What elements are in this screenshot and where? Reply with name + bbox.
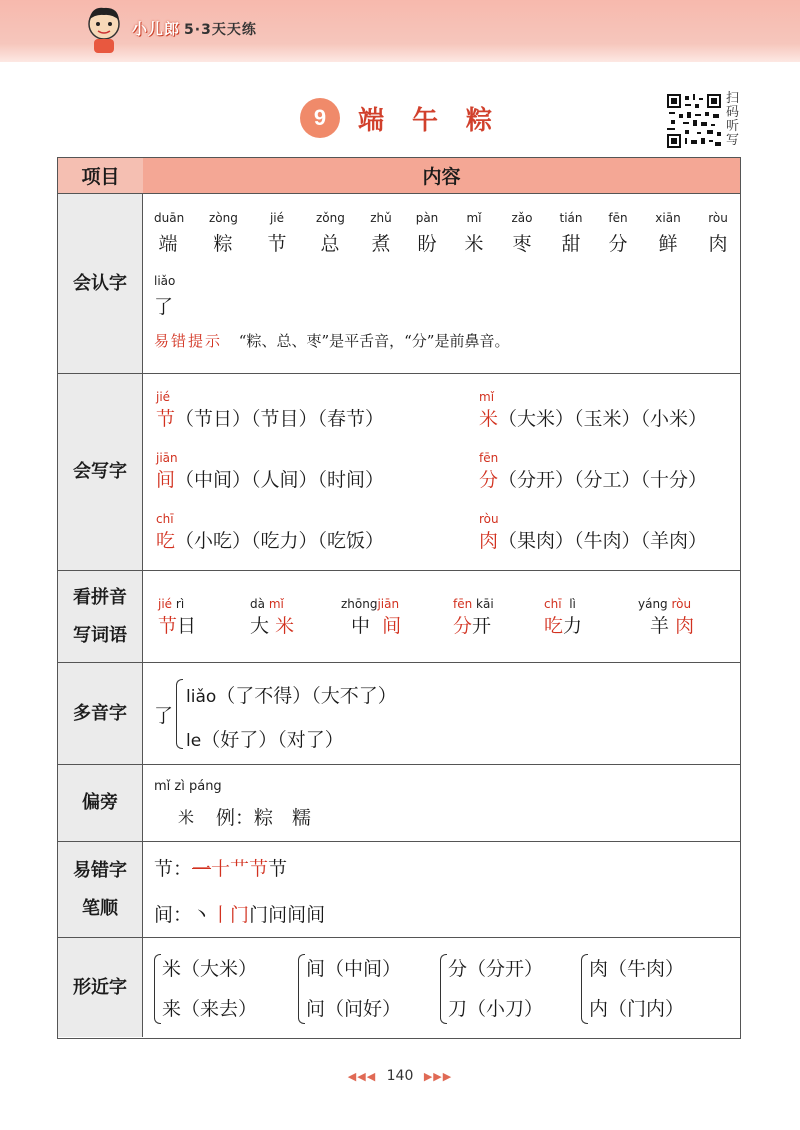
stroke-line: 间：丶丨门门问间间 [154, 904, 326, 926]
char-item: tián 甜 [559, 211, 583, 255]
char-item: zǎo 枣 [511, 211, 533, 255]
write-item: ròu 肉（果肉）（牛肉）（羊肉） [479, 512, 708, 552]
brace-icon [154, 954, 161, 1024]
polyphone-line: liǎo（了不得）（大不了） [186, 685, 397, 707]
char-item: zòng 粽 [209, 211, 238, 255]
similar-word: 问（问好） [306, 998, 402, 1020]
brand-logo: 小儿郎 5·3天天练 [132, 20, 257, 38]
similar-word: 刀（小刀） [448, 998, 544, 1020]
pinyin-word: chī lì 吃力 [544, 597, 583, 637]
tip [154, 330, 509, 351]
write-item: fēn 分（分开）（分工）（十分） [479, 451, 708, 491]
char-item: jié 节 [267, 211, 287, 255]
qr-code-icon[interactable] [667, 94, 721, 148]
row-similar [58, 937, 740, 1037]
row-label-pinyin-words: 看拼音 写词语 [58, 571, 143, 662]
radical-pinyin: mǐ zì páng [154, 779, 222, 794]
row-polyphone [58, 662, 740, 764]
row-stroke-order [58, 841, 740, 937]
lesson-title-text: 端午粽 [358, 105, 521, 136]
similar-word: 米（大米） [162, 958, 258, 980]
similar-word: 肉（牛肉） [589, 958, 685, 980]
row-recognize [58, 193, 740, 373]
char-item: ròu 肉 [708, 211, 728, 255]
char-item: fēn 分 [608, 211, 628, 255]
tip-text: “粽、总、枣”是平舌音，“分”是前鼻音。 [238, 332, 510, 350]
next-arrows-icon: ▶▶▶ [423, 1070, 453, 1083]
radical-content [144, 765, 740, 841]
radical-symbol: 米 [178, 808, 195, 827]
row-write [58, 373, 740, 570]
lesson-number: 9 [300, 98, 340, 138]
col-header-item: 项目 [58, 158, 143, 193]
char-item: pàn 盼 [415, 211, 439, 255]
similar-word: 分（分开） [448, 958, 544, 980]
qr-label: 扫 码 听 写 [726, 91, 740, 148]
char-item: mǐ 米 [464, 211, 484, 255]
polyphone-content [144, 663, 740, 764]
write-item: mǐ 米（大米）（玉米）（小米） [479, 390, 708, 430]
similar-word: 内（门内） [589, 998, 685, 1020]
row-pinyin-words [58, 570, 740, 662]
row-label-recognize: 会认字 [58, 194, 143, 373]
prev-arrows-icon: ◀◀◀ [347, 1070, 377, 1083]
row-radical [58, 764, 740, 841]
write-item: chī 吃（小吃）（吃力）（吃饭） [156, 512, 385, 552]
pinyin-word: yáng ròu 羊 肉 [638, 597, 695, 637]
pinyin-words-content [144, 571, 740, 662]
char-item: zǒng 总 [316, 211, 345, 255]
char-item: liǎo 了 [154, 274, 176, 318]
page-footer [340, 1068, 460, 1084]
radical-example: 例：粽 糯 [216, 807, 312, 829]
pinyin-word: dà mǐ 大 米 [250, 597, 295, 637]
stroke-line: 节：一十艹节节 [154, 858, 288, 880]
similar-word: 来（来去） [162, 998, 258, 1020]
page-number: 140 [386, 1068, 414, 1084]
pinyin-word: fēn kāi 分开 [453, 597, 494, 637]
similar-word: 间（中间） [306, 958, 402, 980]
char-item: zhǔ 煮 [370, 211, 392, 255]
study-table [57, 157, 741, 1039]
pinyin-word: jié rì 节日 [158, 597, 197, 637]
table-header [58, 158, 740, 193]
pinyin-word: zhōngjiān 中 间 [341, 597, 402, 637]
row-label-stroke-order: 易错字 笔顺 [58, 842, 143, 937]
col-header-content: 内容 [143, 158, 740, 193]
top-banner [0, 0, 800, 62]
similar-content [144, 938, 740, 1037]
brace-icon [440, 954, 447, 1024]
boy-mascot-icon [82, 4, 126, 54]
row-label-polyphone: 多音字 [58, 663, 143, 764]
brace-icon [176, 679, 183, 749]
brace-icon [581, 954, 588, 1024]
char-item: duān 端 [154, 211, 185, 255]
polyphone-line: le（好了）（对了） [186, 729, 344, 751]
write-content [144, 374, 740, 570]
lesson-title [300, 98, 520, 138]
row-label-radical: 偏旁 [58, 765, 143, 841]
char-item: xiān 鲜 [655, 211, 681, 255]
recognize-content [144, 194, 740, 373]
row-label-similar: 形近字 [58, 938, 143, 1037]
tip-label: 易错提示 [154, 332, 223, 350]
polyphone-char: 了 [154, 705, 174, 727]
row-label-write: 会写字 [58, 374, 143, 570]
write-item: jié 节（节日）（节目）（春节） [156, 390, 385, 430]
write-item: jiān 间（中间）（人间）（时间） [156, 451, 385, 491]
stroke-content [144, 842, 740, 937]
brace-icon [298, 954, 305, 1024]
